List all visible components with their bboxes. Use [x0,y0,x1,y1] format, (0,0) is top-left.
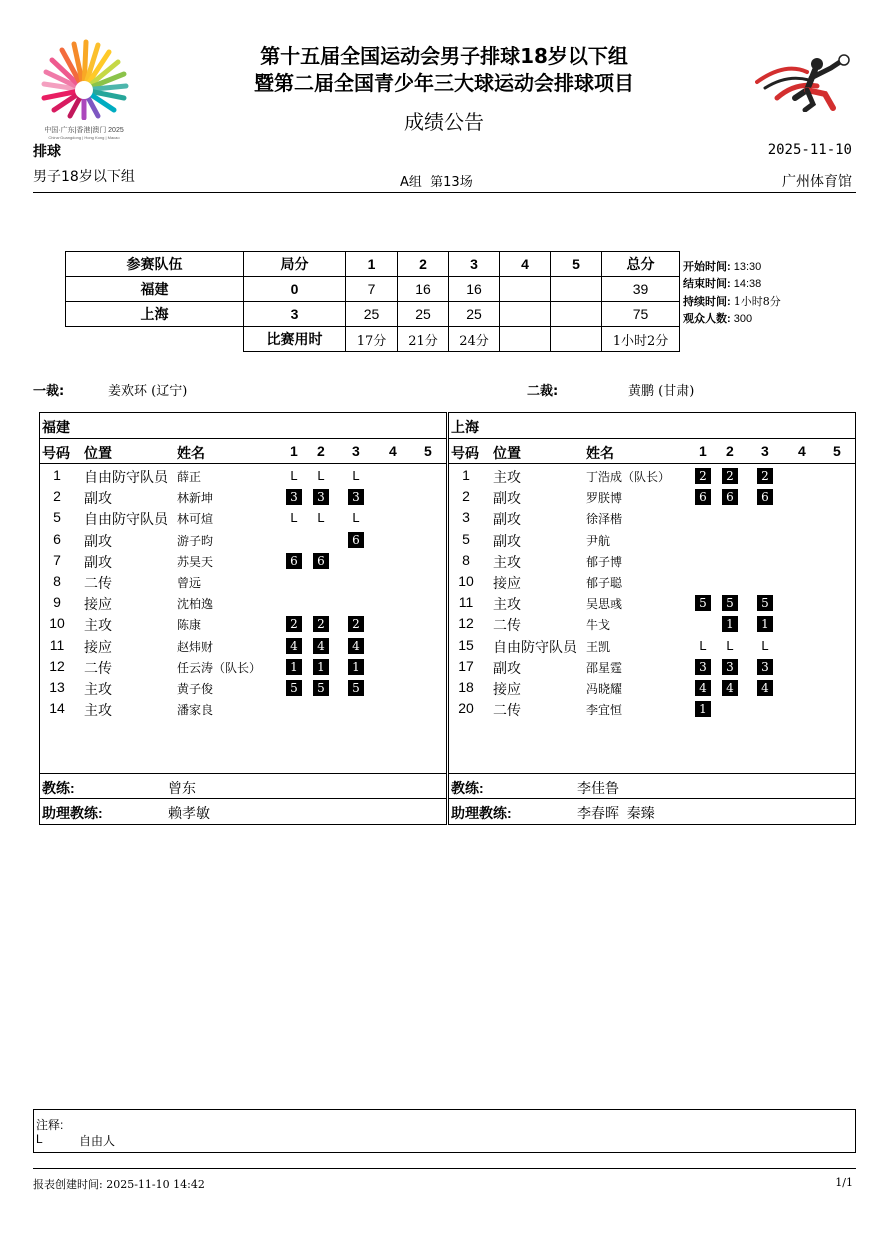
coach-row [449,774,855,800]
starting-position-badge: 1 [286,659,302,675]
player-row [449,700,855,721]
player-row [40,658,446,679]
starting-position-badge: 4 [286,638,302,654]
player-position: 二传 [84,575,112,591]
player-position: 自由防守队员 [493,638,577,655]
divider [40,438,446,439]
libero-mark: L [726,637,734,653]
set-score [500,302,551,327]
score-row-away [66,302,680,327]
player-number: 6 [53,530,61,547]
second-referee: 黄鹏 (甘肃) [628,384,695,399]
player-name: 潘家良 [177,703,214,718]
player-number: 10 [49,615,65,632]
player-name: 任云涛（队长） [177,660,262,675]
set-score: 25 [346,302,398,327]
player-name: 曾远 [177,576,202,590]
title-line-1: 第十五届全国运动会男子排球18岁以下组 [260,44,628,68]
player-number: 2 [53,488,61,505]
assistant-coach-name: 赖孝敏 [168,805,210,821]
col-num: 号码 [451,445,479,461]
player-row [40,679,446,700]
coach-label: 教练: [451,780,484,796]
player-row [449,679,855,700]
head-set-4: 4 [500,252,551,277]
player-name: 徐泽楷 [586,512,623,527]
player-row [449,552,855,573]
player-row [40,637,446,658]
player-name: 游子昀 [177,533,214,548]
player-number: 3 [462,509,470,526]
player-position: 接应 [84,638,112,655]
player-name: 林可煊 [177,512,214,527]
starting-position-badge: 3 [757,659,773,675]
sets-won: 3 [244,302,346,327]
starting-position-badge: 2 [695,468,711,484]
end-time: 结束时间: 14:38 [683,278,762,290]
col-set-4: 4 [798,443,806,459]
player-row [40,488,446,509]
set-duration [551,327,602,352]
player-position: 接应 [493,575,521,591]
first-referee: 姜欢环 (辽宁) [108,384,188,399]
col-pos: 位置 [493,445,521,461]
sport-label: 排球 [33,144,61,160]
set-duration [500,327,551,352]
player-name: 罗朕博 [586,491,623,506]
player-row [449,637,855,658]
page-number: 1/1 [835,1176,853,1189]
player-name: 丁浩成（队长） [586,470,671,484]
player-name: 牛戈 [586,618,611,633]
col-set-1: 1 [290,443,298,459]
starting-position-badge: 4 [757,680,773,696]
starting-position-badge: 2 [313,616,329,632]
starting-position-badge: 5 [695,595,711,611]
player-row [449,615,855,636]
starting-position-badge: 5 [348,680,364,696]
player-row [40,467,446,488]
starting-position-badge: 3 [348,489,364,505]
logo-caption-small: China·Guangdong | Hong Kong | Macao [48,135,120,140]
head-teams: 参赛队伍 [66,252,244,277]
starting-position-badge: 5 [757,595,773,611]
away-lineup-panel [448,412,856,825]
player-name: 王凯 [586,639,611,654]
starting-position-badge: 1 [348,659,364,675]
player-number: 10 [458,573,474,589]
player-number: 7 [53,551,61,568]
team-name: 上海 [66,302,244,327]
starting-position-badge: 3 [695,659,711,675]
libero-mark: L [290,510,298,526]
starting-position-badge: 2 [348,616,364,632]
player-position: 自由防守队员 [84,511,168,528]
match-label: A组 第13场 [400,175,473,190]
set-duration: 21分 [398,327,449,352]
starting-position-badge: 4 [313,638,329,654]
player-name: 吴思彧 [586,597,623,612]
col-set-3: 3 [761,443,769,459]
player-row [40,700,446,721]
player-number: 1 [53,467,61,483]
player-position: 二传 [493,617,521,634]
starting-position-badge: 6 [757,489,773,505]
set-duration: 17分 [346,327,398,352]
set-score: 7 [346,277,398,302]
head-set-2: 2 [398,252,449,277]
player-number: 15 [458,636,474,653]
set-score [500,277,551,302]
player-row [449,509,855,530]
player-row [40,552,446,573]
assistant-coach-row [40,799,446,825]
player-name: 尹航 [586,533,611,548]
starting-position-badge: 6 [313,553,329,569]
starting-position-badge: 4 [722,680,738,696]
libero-mark: L [317,510,325,526]
player-number: 9 [53,594,61,611]
home-lineup-panel [39,412,447,825]
assistant-coach-name: 李春晖 秦臻 [577,805,655,821]
player-row [40,531,446,552]
col-set-5: 5 [833,443,841,459]
starting-position-badge: 1 [757,616,773,632]
total-score: 75 [602,302,680,327]
player-position: 二传 [493,702,521,719]
player-position: 主攻 [84,617,112,634]
player-position: 主攻 [84,681,112,697]
col-name: 姓名 [177,445,205,461]
player-number: 1 [462,467,470,483]
libero-mark: L [317,468,325,483]
start-time: 开始时间: 13:30 [683,261,762,273]
second-referee-label: 二裁: [527,384,559,399]
title-line-3: 成绩公告 [404,110,484,134]
coach-name: 李佳鲁 [577,780,619,796]
set-score: 16 [449,277,500,302]
col-set-5: 5 [424,443,432,459]
col-set-4: 4 [389,443,397,459]
player-number: 20 [458,700,474,717]
starting-position-badge: 6 [286,553,302,569]
assistant-coach-row [449,799,855,825]
player-row [449,467,855,488]
player-row [40,594,446,615]
col-set-2: 2 [726,443,734,459]
set-score: 25 [449,302,500,327]
col-num: 号码 [42,445,70,461]
player-name: 郁子博 [586,554,623,569]
title-line-2: 暨第二届全国青少年三大球运动会排球项目 [254,71,634,95]
team-name: 上海 [451,419,479,435]
col-set-3: 3 [352,443,360,459]
col-set-1: 1 [699,443,707,459]
player-number: 11 [49,636,65,653]
score-row-home [66,277,680,302]
starting-position-badge: 3 [722,659,738,675]
starting-position-badge: 6 [722,489,738,505]
player-position: 副攻 [493,659,521,676]
player-name: 冯晓耀 [586,682,623,696]
set-duration: 24分 [449,327,500,352]
head-sets: 局分 [244,252,346,277]
total-score: 39 [602,277,680,302]
player-position: 副攻 [84,553,112,570]
starting-position-badge: 5 [286,680,302,696]
col-set-2: 2 [317,443,325,459]
starting-position-badge: 1 [722,616,738,632]
coach-label: 教练: [42,780,75,796]
player-number: 2 [462,488,470,505]
player-row [449,658,855,679]
player-position: 副攻 [84,532,112,549]
set-score: 16 [398,277,449,302]
starting-position-badge: 6 [695,489,711,505]
divider [40,463,446,464]
footer-divider [33,1168,856,1169]
player-position: 副攻 [493,532,521,549]
score-table [65,251,680,352]
notes-box [33,1109,856,1153]
player-number: 18 [458,679,474,695]
player-position: 主攻 [493,553,521,570]
category-label: 男子18岁以下组 [33,169,135,185]
player-number: 5 [462,530,470,547]
duration-row [66,327,680,352]
player-position: 副攻 [493,490,521,507]
player-row [449,594,855,615]
player-row [40,573,446,594]
starting-position-badge: 4 [695,680,711,696]
team-name: 福建 [42,419,70,435]
player-row [40,509,446,530]
player-number: 8 [53,573,61,589]
head-set-1: 1 [346,252,398,277]
starting-position-badge: 4 [348,638,364,654]
player-number: 12 [49,657,65,674]
starting-position-badge: 5 [722,595,738,611]
player-position: 主攻 [84,702,112,719]
col-pos: 位置 [84,445,112,461]
player-position: 二传 [84,659,112,676]
libero-mark: L [290,468,298,483]
starting-position-badge: 3 [313,489,329,505]
logo-caption: 中国·广东|香港|澳门 2025 [44,127,124,134]
set-score: 25 [398,302,449,327]
starting-position-badge: 2 [757,468,773,484]
player-position: 主攻 [493,469,521,485]
first-referee-label: 一裁: [33,384,65,399]
libero-mark: L [352,468,360,483]
player-row [449,488,855,509]
header-divider [33,192,856,193]
player-name: 李宜恒 [586,703,623,718]
player-number: 8 [462,551,470,568]
player-number: 5 [53,509,61,526]
player-position: 主攻 [493,596,521,613]
team-name: 福建 [66,277,244,302]
coach-name: 曾东 [168,780,196,796]
player-name: 邵星霆 [586,660,623,675]
player-position: 接应 [493,681,521,697]
player-number: 11 [458,594,474,611]
col-name: 姓名 [586,445,614,461]
player-position: 副攻 [493,511,521,528]
player-number: 13 [49,679,65,695]
set-score [551,302,602,327]
starting-position-badge: 2 [286,616,302,632]
libero-mark: L [352,510,360,526]
match-date: 2025-11-10 [767,142,852,158]
starting-position-badge: 5 [313,680,329,696]
player-name: 陈康 [177,618,202,633]
player-name: 苏昊天 [177,554,214,569]
duration: 持续时间: 1小时8分 [683,295,781,308]
match-info [683,259,781,328]
divider [449,438,855,439]
head-set-5: 5 [551,252,602,277]
starting-position-badge: 3 [286,489,302,505]
player-position: 副攻 [84,490,112,507]
notes-meaning: 自由人 [79,1134,116,1148]
attendance: 观众人数: 300 [683,313,753,325]
duration-label: 比赛用时 [244,327,346,352]
player-name: 沈柏逸 [177,597,214,612]
player-number: 17 [458,657,474,674]
player-position: 接应 [84,596,112,613]
starting-position-badge: 1 [695,701,711,717]
player-name: 黄子俊 [177,682,214,696]
head-total: 总分 [602,252,680,277]
assistant-coach-label: 助理教练: [451,805,512,821]
venue-label: 广州体育馆 [782,174,852,190]
starting-position-badge: 6 [348,532,364,548]
player-name: 郁子聪 [586,576,623,590]
player-number: 12 [458,615,474,632]
set-score [551,277,602,302]
player-row [40,615,446,636]
starting-position-badge: 2 [722,468,738,484]
libero-mark: L [761,637,769,653]
player-position: 自由防守队员 [84,469,168,485]
coach-row [40,774,446,800]
player-name: 赵炜财 [177,639,214,654]
assistant-coach-label: 助理教练: [42,805,103,821]
sets-won: 0 [244,277,346,302]
divider [449,463,855,464]
starting-position-badge: 1 [313,659,329,675]
notes-code: L [36,1132,43,1146]
player-name: 林新坤 [177,491,214,506]
player-name: 薛正 [177,470,202,484]
notes-label: 注释: [36,1118,64,1132]
player-row [449,573,855,594]
player-row [449,531,855,552]
total-duration: 1小时2分 [602,327,680,352]
libero-mark: L [699,637,707,653]
player-number: 14 [49,700,65,717]
head-set-3: 3 [449,252,500,277]
report-created: 报表创建时间: 2025-11-10 14:42 [33,1178,205,1191]
